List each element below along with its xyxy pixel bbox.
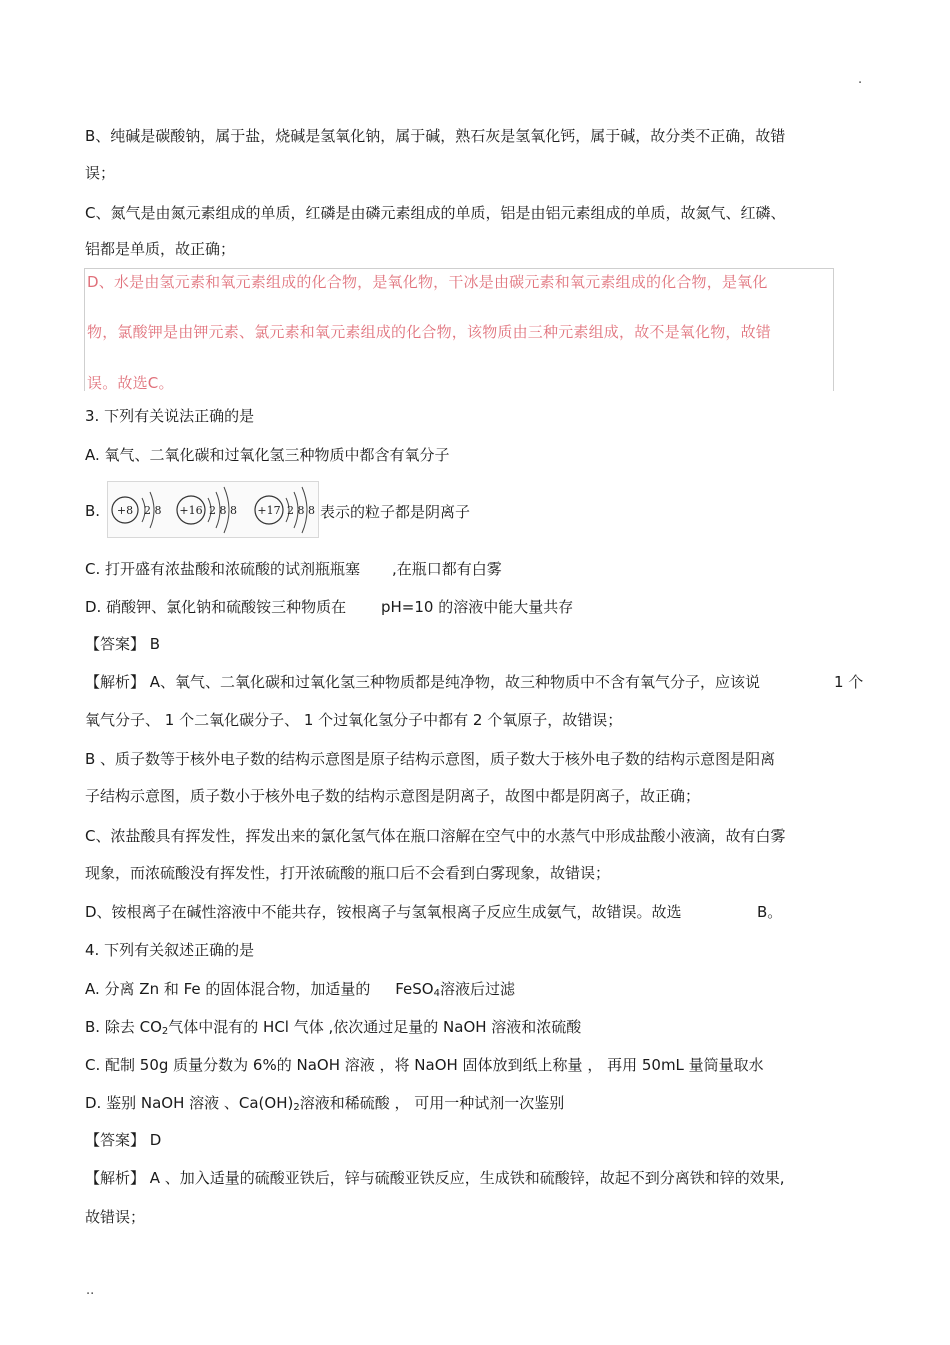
q4-option-d-sub: 2 bbox=[293, 1102, 300, 1113]
q3-option-b-label: B. bbox=[85, 502, 101, 520]
q3-option-a: A. 氧气、二氧化碳和过氧化氢三种物质中都含有氧分子 bbox=[85, 446, 450, 464]
q3-analysis-d-line1: D、铵根离子在碱性溶液中不能共存，铵根离子与氢氧根离子反应生成氨气，故错误。故选 bbox=[85, 903, 682, 921]
ion-structure-oxygen bbox=[112, 492, 162, 528]
q4-option-b bbox=[85, 1017, 581, 1042]
q4-option-a-pre: A. 分离 Zn 和 Fe 的固体混合物，加适量的 bbox=[85, 980, 371, 998]
q3-analysis-c-line1: C、浓盐酸具有挥发性，挥发出来的氯化氢气体在瓶口溶解在空气中的水蒸气中形成盐酸小液滴，故有白雾 bbox=[85, 827, 786, 845]
shell-electron-counts: 2 8 8 bbox=[287, 504, 315, 517]
q4-option-d-post: 溶液和稀硫酸 ， 可用一种试剂一次鉴别 bbox=[299, 1094, 565, 1112]
q4-option-d bbox=[85, 1093, 564, 1118]
q3-analysis-d-line1-tail: B。 bbox=[757, 903, 783, 921]
nucleus-charge: +16 bbox=[179, 504, 203, 517]
q3-analysis-a-line1-tail: 1 个 bbox=[834, 673, 864, 691]
page-mark-bottom: .. bbox=[86, 1283, 95, 1298]
q3-analysis-b-line1: B 、质子数等于核外电子数的结构示意图是原子结构示意图，质子数大于核外电子数的结构示意图是阳离 bbox=[85, 750, 776, 768]
q3-option-d-pre: D. 硝酸钾、氯化钠和硫酸铵三种物质在 bbox=[85, 598, 347, 616]
q2-analysis-d-line1: D、水是由氢元素和氧元素组成的化合物，是氧化物，干冰是由碳元素和氧元素组成的化合物，是氧化 bbox=[87, 273, 768, 291]
q4-option-b-pre: B. 除去 CO bbox=[85, 1018, 162, 1036]
q4-option-a-post: 溶液后过滤 bbox=[439, 980, 515, 998]
q3-analysis-b-line2: 子结构示意图，质子数小于核外电子数的结构示意图是阴离子，故图中都是阴离子，故正确； bbox=[85, 787, 701, 805]
page-mark-top: . bbox=[858, 72, 863, 87]
q4-answer: 【答案】 D bbox=[85, 1131, 162, 1149]
q3-option-c-post: ,在瓶口都有白雾 bbox=[392, 560, 502, 578]
q4-option-a-formula: FeSO bbox=[395, 980, 434, 998]
ion-structure-sulfur bbox=[177, 487, 237, 533]
q2-analysis-b-line1: B、纯碱是碳酸钠，属于盐，烧碱是氢氧化钠，属于碱，熟石灰是氢氧化钙，属于碱，故分类不正确，故错 bbox=[85, 127, 786, 145]
q3-analysis-a-line1: 【解析】 A、氧气、二氧化碳和过氧化氢三种物质都是纯净物，故三种物质中不含有氧气分子，应该说 bbox=[85, 673, 761, 691]
q4-option-b-post: 气体中混有的 HCl 气体 ,依次通过足量的 NaOH 溶液和浓硫酸 bbox=[168, 1018, 582, 1036]
atomic-structure-diagram bbox=[107, 481, 319, 538]
q2-analysis-c-line1: C、氮气是由氮元素组成的单质，红磷是由磷元素组成的单质，铝是由铝元素组成的单质，故氮气、红磷、 bbox=[85, 204, 786, 222]
q3-option-b-text: 表示的粒子都是阴离子 bbox=[320, 503, 471, 521]
q4-option-c: C. 配制 50g 质量分数为 6%的 NaOH 溶液 ，将 NaOH 固体放到纸上称量 ， 再用 50mL 量筒量取水 bbox=[85, 1056, 764, 1074]
q4-option-d-pre: D. 鉴别 NaOH 溶液 、Ca(OH) bbox=[85, 1094, 294, 1112]
q3-analysis-c-line2: 现象，而浓硫酸没有挥发性，打开浓硫酸的瓶口后不会看到白雾现象，故错误； bbox=[85, 864, 611, 882]
shell-electron-counts: 2 8 8 bbox=[209, 504, 237, 517]
shell-electron-counts: 2 8 bbox=[144, 504, 162, 517]
q3-option-c-pre: C. 打开盛有浓盐酸和浓硫酸的试剂瓶瓶塞 bbox=[85, 560, 361, 578]
ion-structure-chlorine bbox=[255, 487, 315, 533]
q3-answer: 【答案】 B bbox=[85, 635, 161, 653]
q4-stem: 4. 下列有关叙述正确的是 bbox=[85, 941, 255, 959]
nucleus-charge: +8 bbox=[116, 504, 134, 517]
q4-option-b-sub: 2 bbox=[161, 1026, 169, 1037]
q2-analysis-c-line2: 铝都是单质，故正确； bbox=[85, 240, 236, 258]
q2-analysis-b-line2: 误； bbox=[85, 164, 116, 182]
ion-structure-svg bbox=[108, 482, 318, 537]
q3-stem: 3. 下列有关说法正确的是 bbox=[85, 407, 255, 425]
q4-option-a bbox=[85, 979, 515, 1004]
q3-analysis-a-line2: 氧气分子、 1 个二氧化碳分子、 1 个过氧化氢分子中都有 2 个氧原子，故错误； bbox=[85, 711, 623, 729]
q4-option-a-sub: 4 bbox=[433, 988, 440, 999]
q2-analysis-d-line3: 误。故选C。 bbox=[87, 374, 174, 391]
q4-analysis-a-line2: 故错误； bbox=[85, 1208, 146, 1226]
q4-analysis-a-line1: 【解析】 A 、加入适量的硫酸亚铁后，锌与硫酸亚铁反应，生成铁和硫酸锌，故起不到分离铁和锌的效果, bbox=[85, 1169, 785, 1187]
nucleus-charge: +17 bbox=[257, 504, 281, 517]
highlighted-analysis-box bbox=[84, 268, 834, 391]
q3-option-d-post: pH=10 的溶液中能大量共存 bbox=[381, 598, 574, 616]
q2-analysis-d-line2: 物，氯酸钾是由钾元素、氯元素和氧元素组成的化合物，该物质由三种元素组成，故不是氧化物，故错 bbox=[87, 323, 772, 341]
